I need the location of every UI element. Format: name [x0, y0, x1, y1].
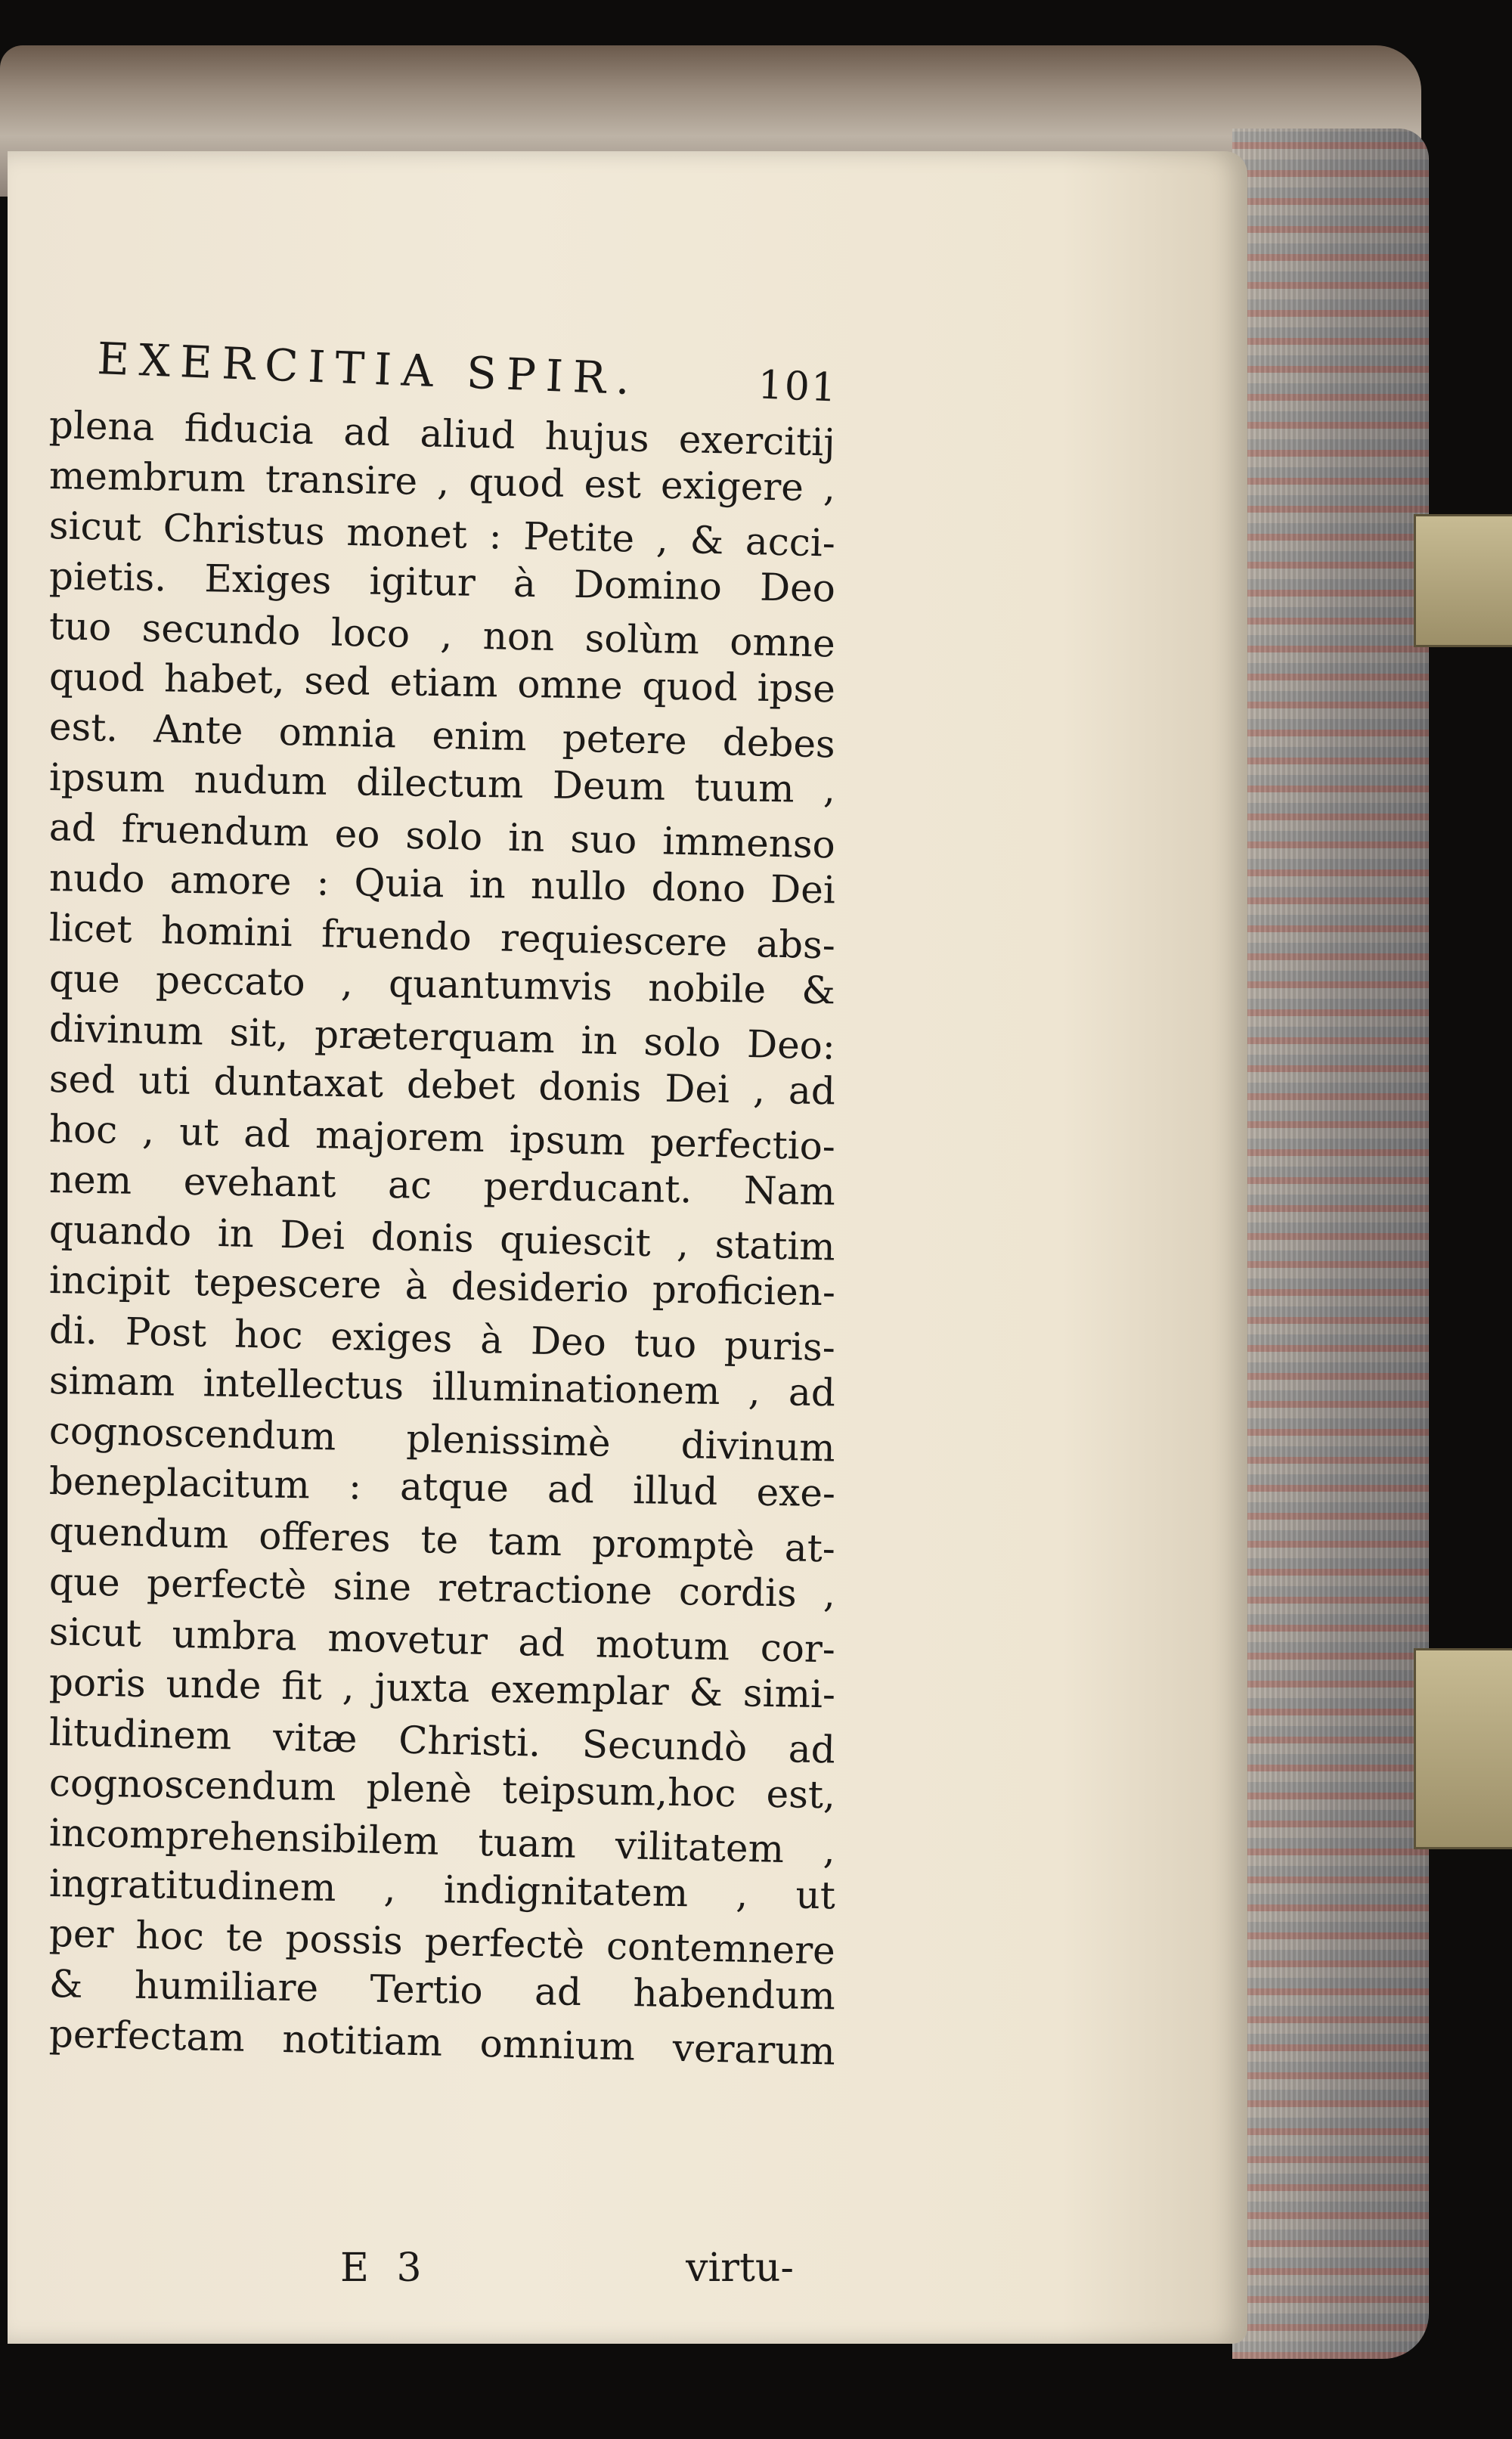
text-line: & humiliare Tertio ad habendum	[48, 1961, 836, 2018]
clasp-top	[1414, 514, 1512, 647]
page-number: 101	[757, 362, 839, 411]
text-line: di. Post hoc exiges à Deo tuo puris-	[48, 1308, 836, 1370]
text-line: nem evehant ac perducant. Nam	[48, 1157, 836, 1213]
text-line: litudinem vitæ Christi. Secundò ad	[48, 1710, 836, 1772]
page-footer	[340, 2245, 794, 2298]
text-line: simam intellectus illuminationem , ad	[48, 1358, 836, 1415]
text-line: tuo secundo loco , non solùm omne	[48, 604, 836, 666]
clasp-bottom	[1414, 1648, 1512, 1849]
book-page	[8, 151, 1247, 2344]
text-line: sicut umbra movetur ad motum cor-	[48, 1610, 836, 1672]
text-line: ad fruendum eo solo in suo immenso	[48, 805, 836, 867]
text-line: poris unde fit , juxta exemplar & simi-	[48, 1660, 836, 1716]
text-line: sed uti duntaxat debet donis Dei , ad	[48, 1056, 836, 1113]
running-head: EXERCITIA SPIR.	[96, 333, 641, 405]
book-fore-edge	[1232, 129, 1429, 2359]
catchword: virtu-	[686, 2245, 794, 2291]
text-line: pietis. Exiges igitur à Domino Deo	[48, 553, 836, 610]
text-line: sicut Christus monet : Petite , & acci-	[48, 504, 836, 566]
text-line: ingratitudinem , indignitatem , ut	[48, 1861, 836, 1917]
text-line: divinum sit, præterquam in solo Deo:	[48, 1006, 836, 1068]
text-line: hoc , ut ad majorem ipsum perfectio-	[48, 1107, 836, 1169]
signature-mark: E 3	[340, 2245, 429, 2291]
text-line: cognoscendum plenè teipsum,hoc est,	[48, 1760, 836, 1817]
text-line: beneplacitum : atque ad illud exe-	[48, 1458, 836, 1515]
text-line: est. Ante omnia enim petere debes	[48, 705, 836, 767]
text-line: quod habet, sed etiam omne quod ipse	[48, 654, 836, 711]
text-line: incipit tepescere à desiderio proficien-	[48, 1257, 836, 1314]
text-line: licet homini fruendo requiescere abs-	[48, 906, 836, 968]
text-line: perfectam notitiam omnium verarum	[48, 2012, 836, 2074]
text-line: per hoc te possis perfectè contemnere	[48, 1911, 836, 1973]
text-line: plena fiducia ad aliud hujus exercitij	[48, 403, 836, 465]
text-line: que peccato , quantumvis nobile &	[48, 956, 836, 1012]
text-line: cognoscendum plenissimè divinum	[48, 1409, 836, 1471]
text-line: quando in Dei donis quiescit , statim	[48, 1207, 836, 1269]
text-line: incomprehensibilem tuam vilitatem ,	[48, 1811, 836, 1873]
text-line: quendum offeres te tam promptè at-	[48, 1509, 836, 1571]
text-line: nudo amore : Quia in nullo dono Dei	[48, 855, 836, 912]
text-line: ipsum nudum dilectum Deum tuum ,	[48, 755, 836, 811]
text-line: que perfectè sine retractione cordis ,	[48, 1559, 836, 1616]
text-line: membrum transire , quod est exigere ,	[48, 453, 836, 510]
